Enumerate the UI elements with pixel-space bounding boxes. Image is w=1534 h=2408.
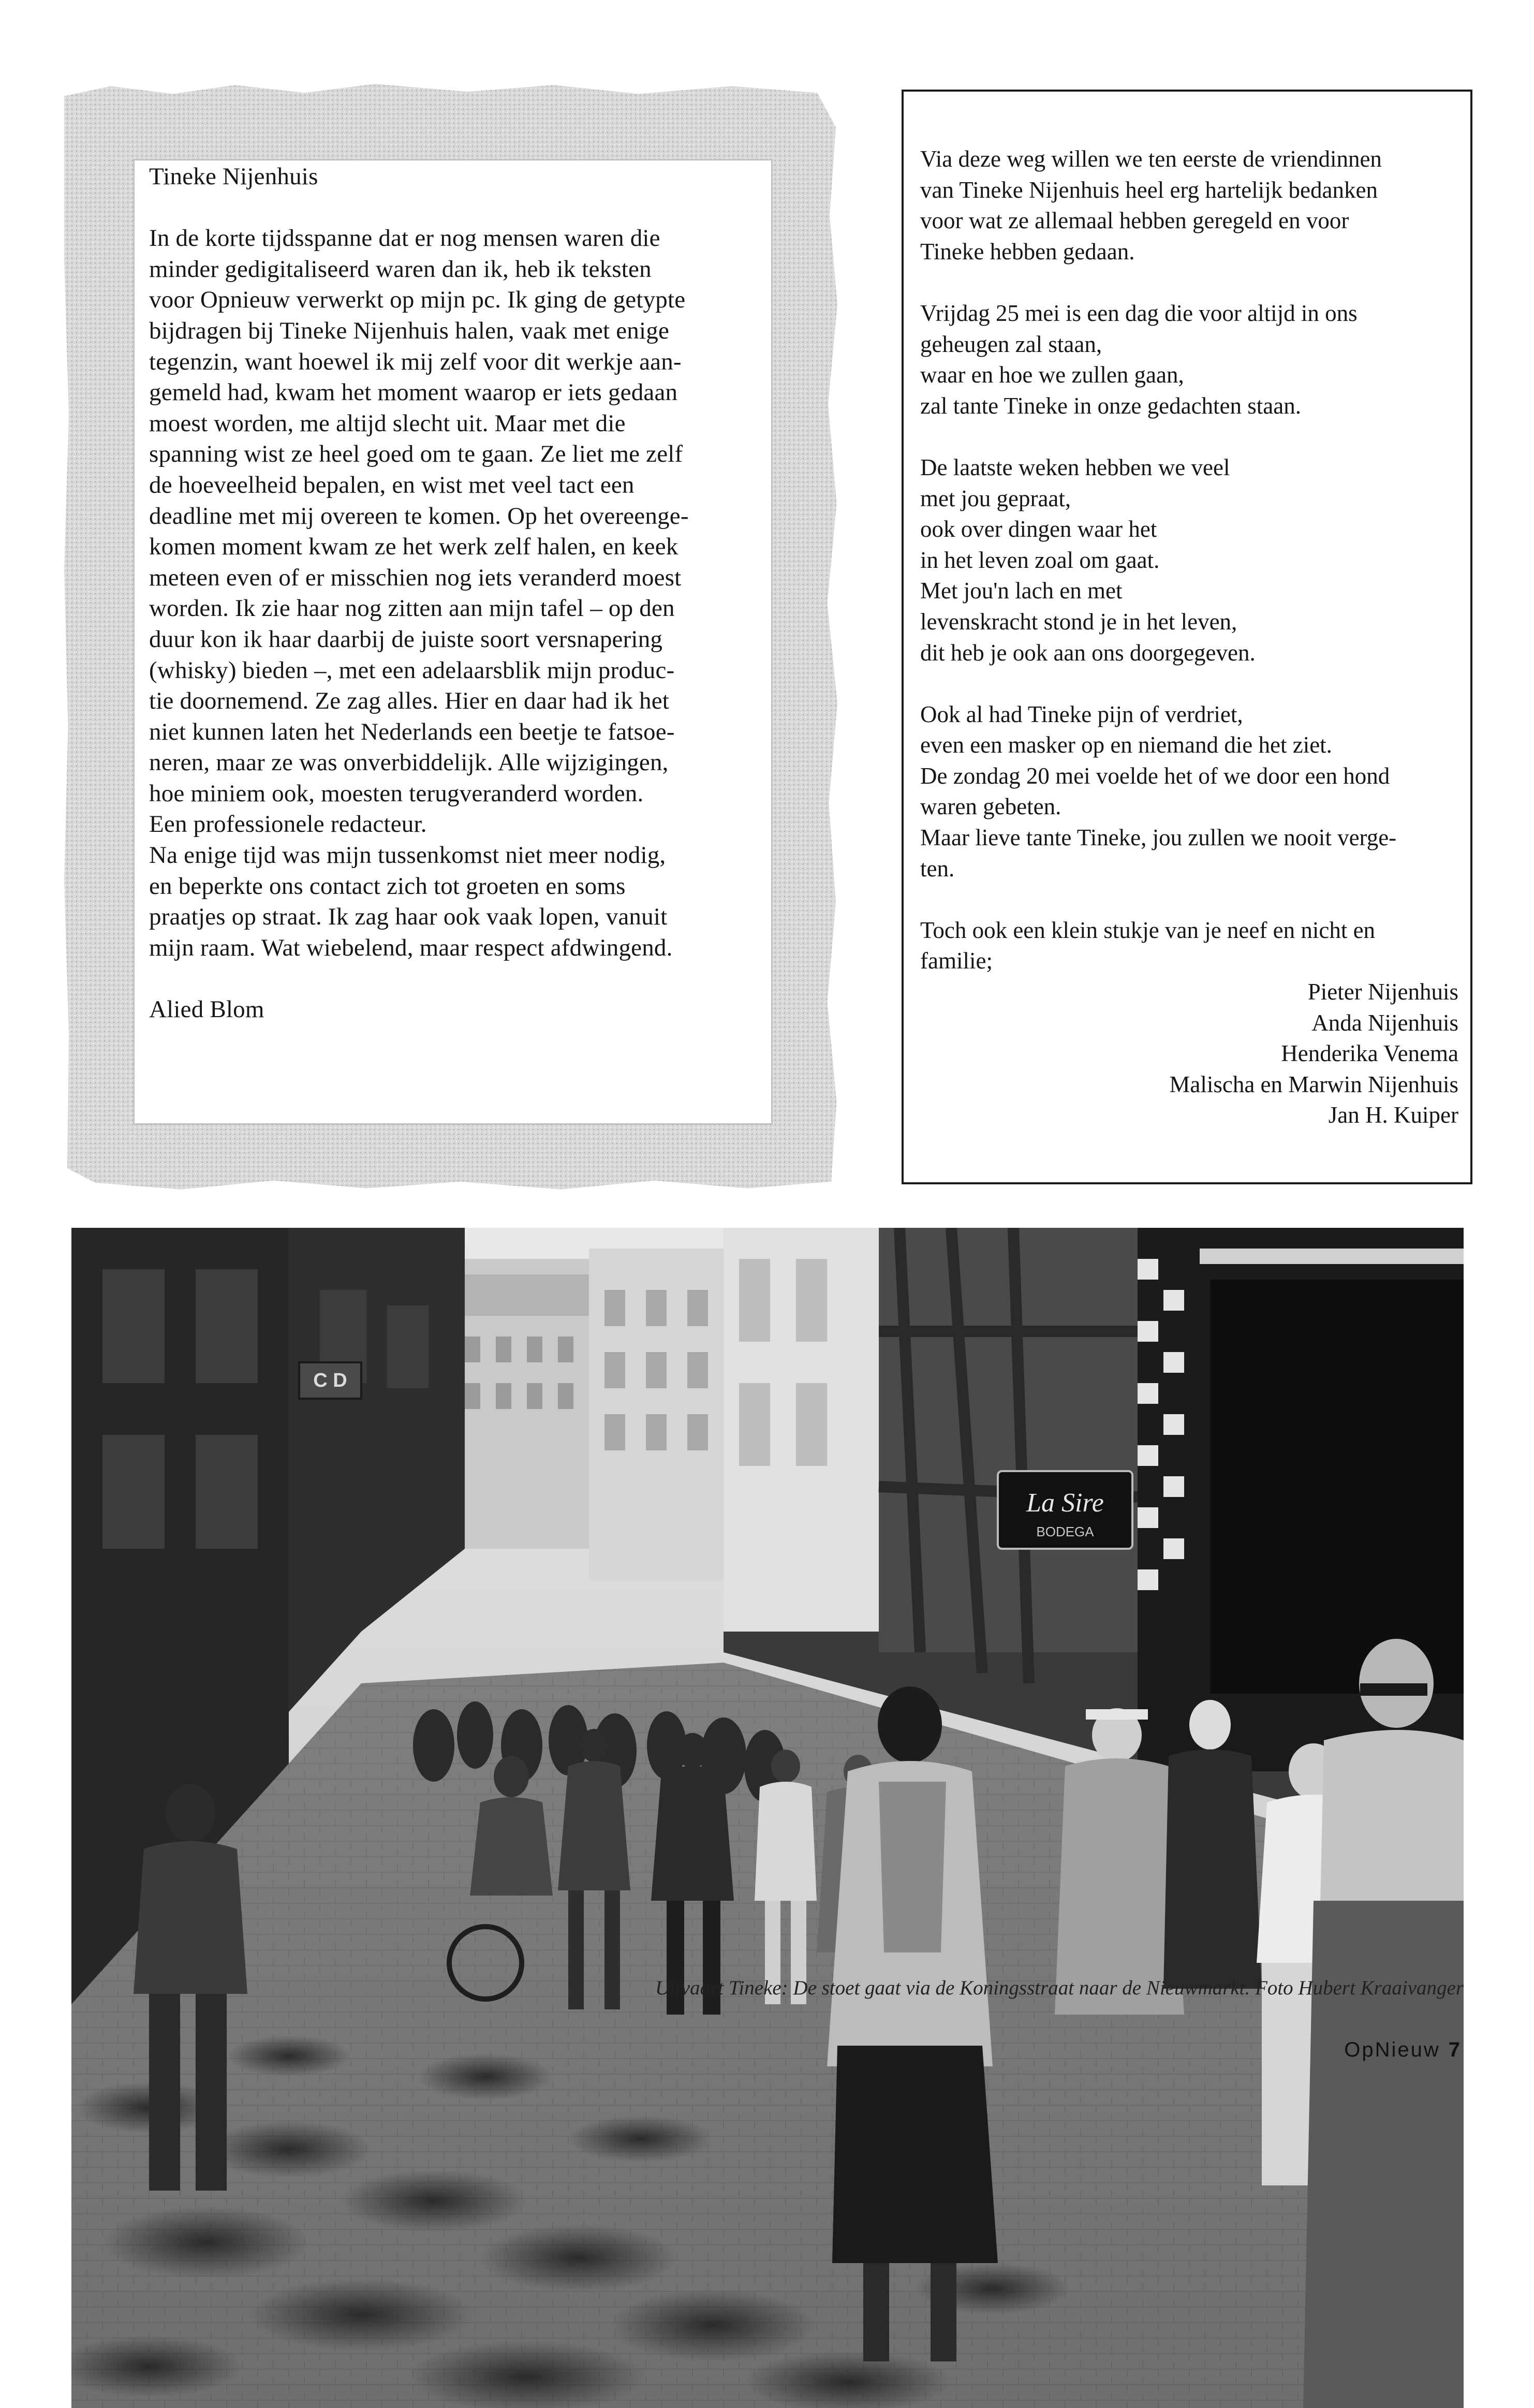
- page-number: 7: [1448, 2038, 1462, 2061]
- body-line: Vrijdag 25 mei is een dag die voor altijd in ons: [920, 300, 1358, 326]
- body-line: Na enige tijd was mijn tussenkomst niet meer nodig,: [149, 842, 666, 869]
- body-line: spanning wist ze heel goed om te gaan. Ze liet me zelf: [149, 441, 683, 468]
- body-line: en beperkte ons contact zich tot groeten en soms: [149, 872, 626, 900]
- right-paragraph-2: [920, 298, 1458, 421]
- right-paragraph-5: [920, 915, 1458, 977]
- magazine-name: OpNieuw: [1344, 2038, 1440, 2061]
- body-line: de hoeveelheid bepalen, en wist met veel tact een: [149, 471, 635, 498]
- body-line: van Tineke Nijenhuis heel erg hartelijk bedanken: [920, 177, 1378, 203]
- body-line: niet kunnen laten het Nederlands een beetje te fatsoe-: [149, 718, 675, 745]
- body-line: neren, maar ze was onverbiddelijk. Alle wijzigingen,: [149, 749, 669, 776]
- body-line: worden. Ik zie haar nog zitten aan mijn tafel – op den: [149, 595, 675, 622]
- body-line: minder gedigitaliseerd waren dan ik, heb ik teksten: [149, 255, 652, 283]
- left-article-body: [149, 223, 765, 963]
- body-line: met jou gepraat,: [920, 485, 1071, 511]
- body-line: duur kon ik haar daarbij de juiste soort versnapering: [149, 625, 663, 653]
- signature-name: Anda Nijenhuis: [1311, 1009, 1458, 1036]
- page-footer: [1344, 2038, 1462, 2062]
- body-line: ook over dingen waar het: [920, 516, 1157, 542]
- body-line: zal tante Tineke in onze gedachten staan.: [920, 392, 1301, 419]
- body-line: Toch ook een klein stukje van je neef en nicht en: [920, 917, 1376, 943]
- signature-list: [920, 977, 1458, 1131]
- body-line: De laatste weken hebben we veel: [920, 454, 1230, 480]
- body-line: waren gebeten.: [920, 794, 1061, 820]
- right-paragraph-3: [920, 452, 1458, 668]
- body-line: ten.: [920, 855, 955, 882]
- body-line: even een masker op en niemand die het ziet.: [920, 732, 1332, 758]
- body-line: waar en hoe we zullen gaan,: [920, 362, 1184, 388]
- body-line: De zondag 20 mei voelde het of we door een hond: [920, 762, 1390, 789]
- body-line: voor wat ze allemaal hebben geregeld en voor: [920, 208, 1349, 234]
- signature-name: Pieter Nijenhuis: [1307, 979, 1458, 1005]
- body-line: Ook al had Tineke pijn of verdriet,: [920, 701, 1243, 727]
- body-line: moest worden, me altijd slecht uit. Maar met die: [149, 409, 626, 437]
- body-line: deadline met mij overeen te komen. Op het overeenge-: [149, 502, 689, 530]
- body-line: tegenzin, want hoewel ik mij zelf voor dit werkje aan-: [149, 348, 682, 375]
- right-paragraph-1: [920, 144, 1458, 267]
- body-line: komen moment kwam ze het werk zelf halen, en keek: [149, 533, 679, 561]
- body-line: voor Opnieuw verwerkt op mijn pc. Ik ging de getypte: [149, 286, 686, 314]
- right-article: [920, 144, 1458, 1131]
- body-line: levenskracht stond je in het leven,: [920, 608, 1237, 635]
- body-line: Een professionele redacteur.: [149, 811, 427, 838]
- shop-sign-sub: BODEGA: [1036, 1524, 1094, 1539]
- body-line: (whisky) bieden –, met een adelaarsblik mijn produc-: [149, 656, 675, 684]
- body-line: Maar lieve tante Tineke, jou zullen we nooit verge-: [920, 825, 1397, 851]
- body-line: praatjes op straat. Ik zag haar ook vaak lopen, vanuit: [149, 903, 668, 931]
- cd-sign: C D: [313, 1370, 347, 1391]
- signature-name: Malischa en Marwin Nijenhuis: [1169, 1071, 1458, 1097]
- body-line: meteen even of er misschien nog iets veranderd moest: [149, 564, 682, 591]
- left-article: [149, 161, 765, 1025]
- right-paragraph-4: [920, 699, 1458, 885]
- body-line: Via deze weg willen we ten eerste de vriendinnen: [920, 146, 1382, 172]
- shop-sign: La Sire: [1026, 1488, 1104, 1518]
- street-photograph: [71, 1228, 1464, 2408]
- body-line: Tineke hebben gedaan.: [920, 238, 1135, 265]
- body-line: familie;: [920, 948, 993, 974]
- left-article-author: Alied Blom: [149, 996, 264, 1023]
- body-line: bijdragen bij Tineke Nijenhuis halen, vaak met enige: [149, 317, 670, 344]
- body-line: dit heb je ook aan ons doorgegeven.: [920, 639, 1256, 666]
- left-article-title: Tineke Nijenhuis: [149, 163, 318, 190]
- signature-name: Henderika Venema: [1281, 1040, 1458, 1067]
- signature-name: Jan H. Kuiper: [1328, 1102, 1458, 1128]
- body-line: geheugen zal staan,: [920, 331, 1102, 357]
- body-line: mijn raam. Wat wiebelend, maar respect afdwingend.: [149, 934, 673, 961]
- body-line: hoe miniem ook, moesten terugveranderd worden.: [149, 780, 644, 807]
- body-line: Met jou'n lach en met: [920, 578, 1123, 604]
- body-line: In de korte tijdsspanne dat er nog mensen waren die: [149, 225, 660, 252]
- body-line: tie doornemend. Ze zag alles. Hier en daar had ik het: [149, 687, 670, 715]
- photo-caption: Uitvaart Tineke: De stoet gaat via de Koningsstraat naar de Nieuwmarkt. Foto Hubert Kraaivanger: [655, 1977, 1464, 1999]
- body-line: in het leven zoal om gaat.: [920, 547, 1160, 573]
- body-line: gemeld had, kwam het moment waarop er iets gedaan: [149, 379, 678, 406]
